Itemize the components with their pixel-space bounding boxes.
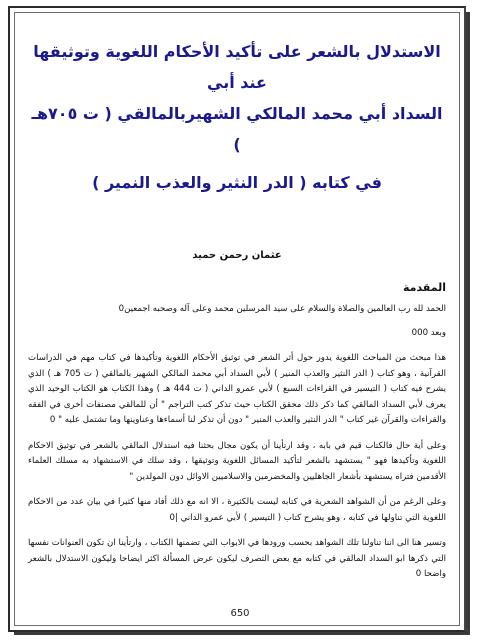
paragraph-body-1: هذا مبحث من المباحث اللغوية يدور حول أثر الشعر في توثيق الأحكام اللغوية وتأكيدها في كتاب مهم في الدراسات القرآنية ، وهو كتاب ( الدر النثير والعذب المنير ) لأبي السداد أبي محمد المالكي الشهير بالمالقي ( ت 705 هـ ) الذي يشرح فيه كتاب ( التيسير في القراءات السبع ) لأبي عمرو الداني ( ت 444 هـ ) وهذا الكتاب هو الكتاب الوحيد الذي يعرف لأبي السداد المالقي كما ذكر ذلك محقق الكتاب حيث تذكر كتب التراجم " أن للمالقي مصنفات أخرى في الفقه والقراءات والقرآن غير كتاب " الدر النثير والعذب المنير " دون أن تذكر لنا أسماءها وعناوينها وما تشتمل عليه " 0 <box>28 353 446 425</box>
paragraph-body-4: وتسير هنا الى اننا تناولنا تلك الشواهد بحسب ورودها في الابواب التي تضمنها الكتاب ، وارتأينا ان تكون العنوانات نفسها التي ذكرها ابو السداد المالقي في كتابه مع بعض التصرف ليكون عرض المسألة اكثر ايضاحا وليكون الاستدلال بالشعر واضحا 0 <box>28 538 446 579</box>
title-line-3: في كتابه ( الدر النثير والعذب النمير ) <box>92 173 382 192</box>
title-line-2: السداد أبي محمد المالكي الشهيربالمالقي ( ت ٧٠٥هـ ) <box>31 104 443 154</box>
page-content <box>28 36 446 583</box>
title-line-1: الاستدلال بالشعر على تأكيد الأحكام اللغوية وتوثيقها عند أبي <box>33 42 441 92</box>
paragraph-body-2: وعلى أية حال فالكتاب قيم في بابه ، وقد ارتأينا أن يكون مجال بحثنا فيه استدلال المالقي بالشعر في توثيق الاحكام اللغوية وتأكيدها فهو " يستشهد بالشعر لتأكيد المسائل اللغوية وتوثيقها ، وقد سلك في الاستشهاد به مسلك العلماء الأقدمين فتراه يستشهد بأشعار الجاهليين والمخضرمين والاسلاميين الاوائل دون المولدين " <box>28 440 446 482</box>
paragraph-transition: وبعد 000 <box>411 327 446 338</box>
paragraph-body-3: وعلى الرغم من أن الشواهد الشعرية في كتابه ليست بالكثيرة ، الا انه مع ذلك أفاد منها كثيرا في بيان عدد من الاحكام اللغوية التي تناولها في كتابه ، وهو يشرح كتاب ( التيسير ) لأبي عمرو الداني |0 <box>28 497 446 523</box>
section-heading: المقدمة <box>402 281 446 294</box>
page-number: 650 <box>230 608 250 619</box>
author-name: عثمان رحمن حميد <box>192 250 282 261</box>
paragraph-praise: الحمد لله رب العالمين والصلاة والسلام على سيد المرسلين محمد وعلى آله وصحبه اجمعين0 <box>118 304 446 314</box>
page-frame-shadow <box>466 12 470 634</box>
page-frame-shadow-bottom <box>14 632 470 635</box>
